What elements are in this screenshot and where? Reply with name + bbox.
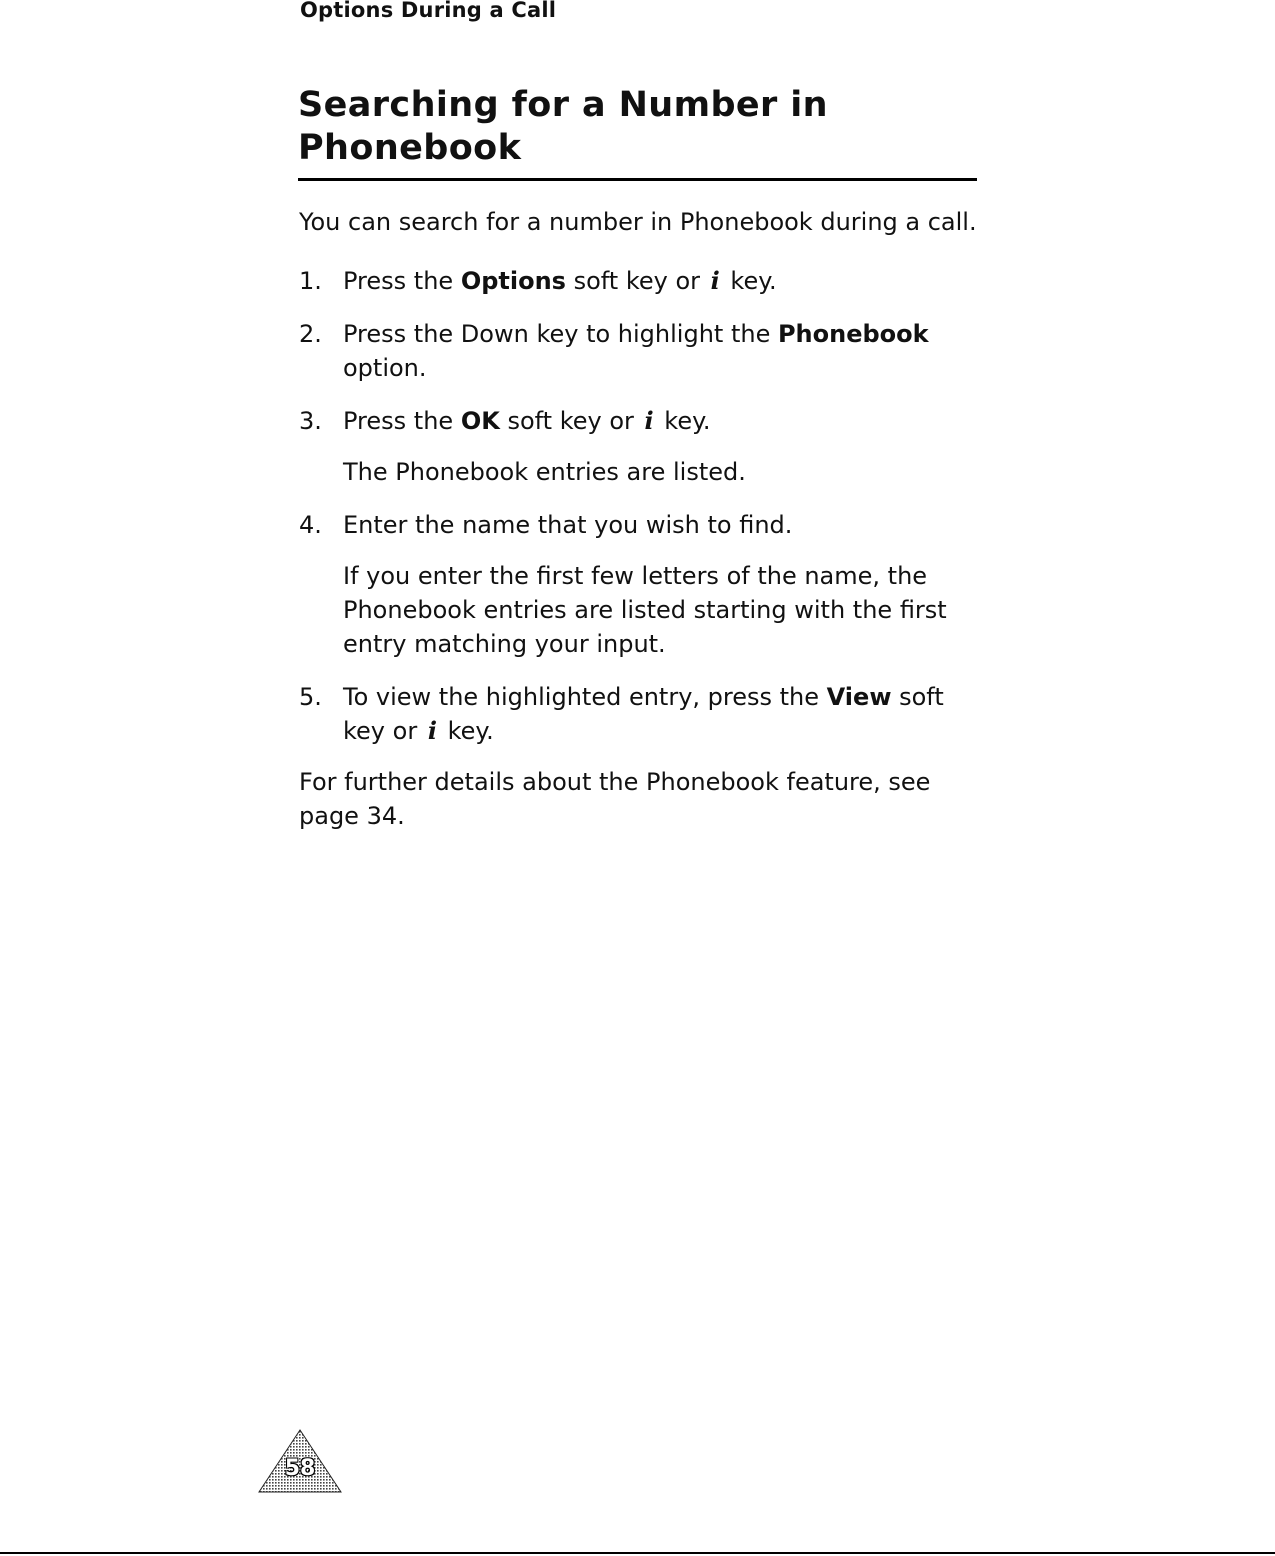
- section-header: Options During a Call: [300, 0, 557, 22]
- page-number: 58: [284, 1456, 316, 1481]
- step-2: [299, 317, 989, 385]
- page-number-badge: [257, 1428, 343, 1494]
- info-key-icon: i: [427, 716, 437, 745]
- step-number: 5.: [299, 683, 322, 711]
- step-number: 2.: [299, 320, 322, 348]
- phonebook-option-label: Phonebook: [777, 320, 929, 348]
- options-key-label: Options: [460, 267, 566, 295]
- view-key-label: View: [826, 683, 892, 711]
- ok-key-label: OK: [460, 407, 500, 435]
- title-line-1: Searching for a Number in: [298, 85, 828, 125]
- info-key-icon: i: [644, 406, 654, 435]
- outro-paragraph: For further details about the Phonebook feature, see page 34.: [299, 768, 931, 830]
- step-number: 3.: [299, 407, 322, 435]
- step-3-note: The Phonebook entries are listed.: [343, 458, 746, 486]
- step-number: 1.: [299, 267, 322, 295]
- title-line-2: Phonebook: [298, 128, 522, 168]
- step-4: [299, 508, 989, 542]
- step-1: [299, 264, 989, 298]
- intro-paragraph: You can search for a number in Phonebook during a call.: [299, 208, 977, 236]
- step-4-note: If you enter the first few letters of the name, the Phonebook entries are listed starting with the first entry matching your input.: [343, 562, 947, 658]
- step-text: Press the OK soft key or i key.: [343, 404, 989, 438]
- info-key-icon: i: [710, 266, 720, 295]
- bottom-rule: [0, 1552, 1275, 1554]
- step-text: Press the Options soft key or i key.: [343, 264, 989, 298]
- body-content: [299, 205, 989, 833]
- step-3: [299, 404, 989, 438]
- step-text: Enter the name that you wish to find.: [343, 511, 793, 539]
- step-number: 4.: [299, 511, 322, 539]
- step-text: To view the highlighted entry, press the View soft key or i key.: [343, 680, 989, 748]
- page-title: [298, 84, 977, 181]
- step-text: Press the Down key to highlight the Phonebook option.: [343, 320, 929, 382]
- step-5: [299, 680, 989, 748]
